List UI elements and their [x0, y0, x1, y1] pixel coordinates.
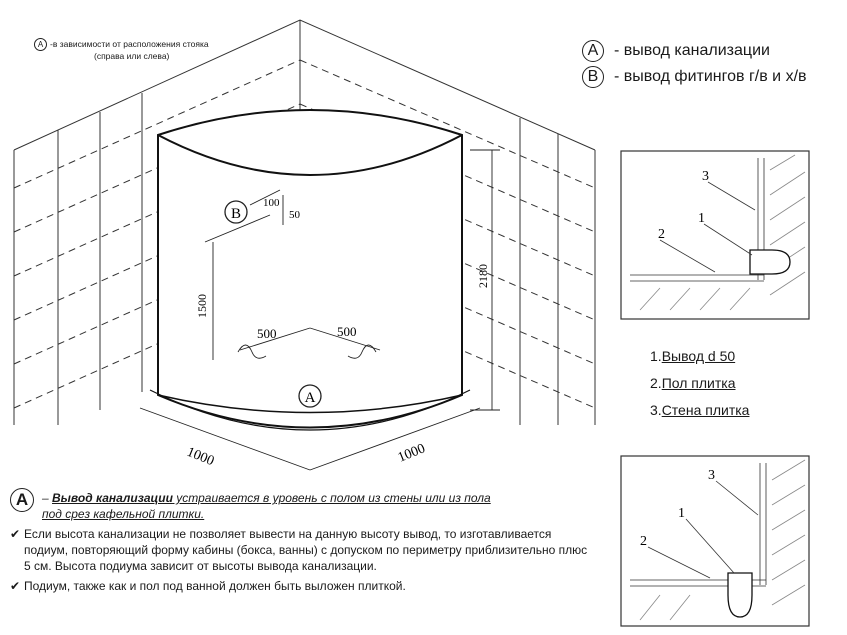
dim-100: 100 [263, 197, 280, 209]
sewer-outlet-notes [10, 488, 590, 594]
detail-bottom-label-1: 1 [678, 506, 685, 521]
detail-drawing-top [620, 150, 810, 320]
dim-50: 50 [289, 209, 300, 221]
check-icon: ✔ [10, 579, 21, 593]
check-icon: ✔ [10, 527, 21, 541]
note-line-2: (справа или слева) [94, 51, 170, 61]
legend-marker-b: B [582, 66, 604, 88]
legend-item-b [582, 66, 807, 88]
svg-text:A: A [304, 390, 316, 406]
marker-a [299, 385, 321, 407]
notes-title: – Вывод канализации устраивается в уровень с полом из стены или из пола под срез кафельной плитки. [42, 491, 491, 521]
notes-marker-a: A [10, 488, 34, 512]
legend-marker-a: A [582, 40, 604, 62]
list-item-2: 2.Пол плитка [650, 375, 736, 391]
list-item-3: 3.Стена плитка [650, 402, 750, 418]
dim-1000-left: 1000 [184, 444, 217, 470]
marker-b [225, 201, 247, 223]
svg-text:B: B [230, 206, 242, 222]
detail-top-label-3: 3 [702, 169, 709, 184]
dim-2180: 2180 [476, 264, 490, 288]
detail-bottom-label-2: 2 [640, 534, 647, 549]
detail-bottom-label-3: 3 [708, 468, 715, 483]
dim-1500: 1500 [195, 294, 209, 318]
dim-1000-right: 1000 [395, 441, 428, 466]
detail-top-label-1: 1 [698, 211, 705, 226]
note-line-1: -в зависимости от расположения стояка [50, 38, 209, 49]
legend-item-a [582, 40, 770, 62]
list-item-1: 1.Вывод d 50 [650, 348, 736, 364]
legend-text-b: - вывод фитингов г/в и х/в [614, 68, 807, 86]
cabin-body [150, 110, 470, 430]
note-marker-a: A [34, 38, 47, 51]
dim-500-right: 500 [337, 324, 357, 339]
legend-text-a: - вывод канализации [614, 42, 770, 60]
note-bullet-2: ✔ Подиум, также как и пол под ванной должен быть выложен плиткой. [10, 579, 406, 593]
detail-top-label-2: 2 [658, 227, 665, 242]
detail-drawing-bottom [620, 455, 810, 627]
note-bullet-1: ✔ Если высота канализации не позволяет вывести на данную высоту вывод, то изготавливается подиум, повторяющий форму кабины (бокса, ванны) с допуском по периметру приблизительно плюс 5 см. Высота подиума зависит от высоты вывода канализации. [10, 527, 588, 573]
dim-500-left: 500 [257, 326, 277, 341]
